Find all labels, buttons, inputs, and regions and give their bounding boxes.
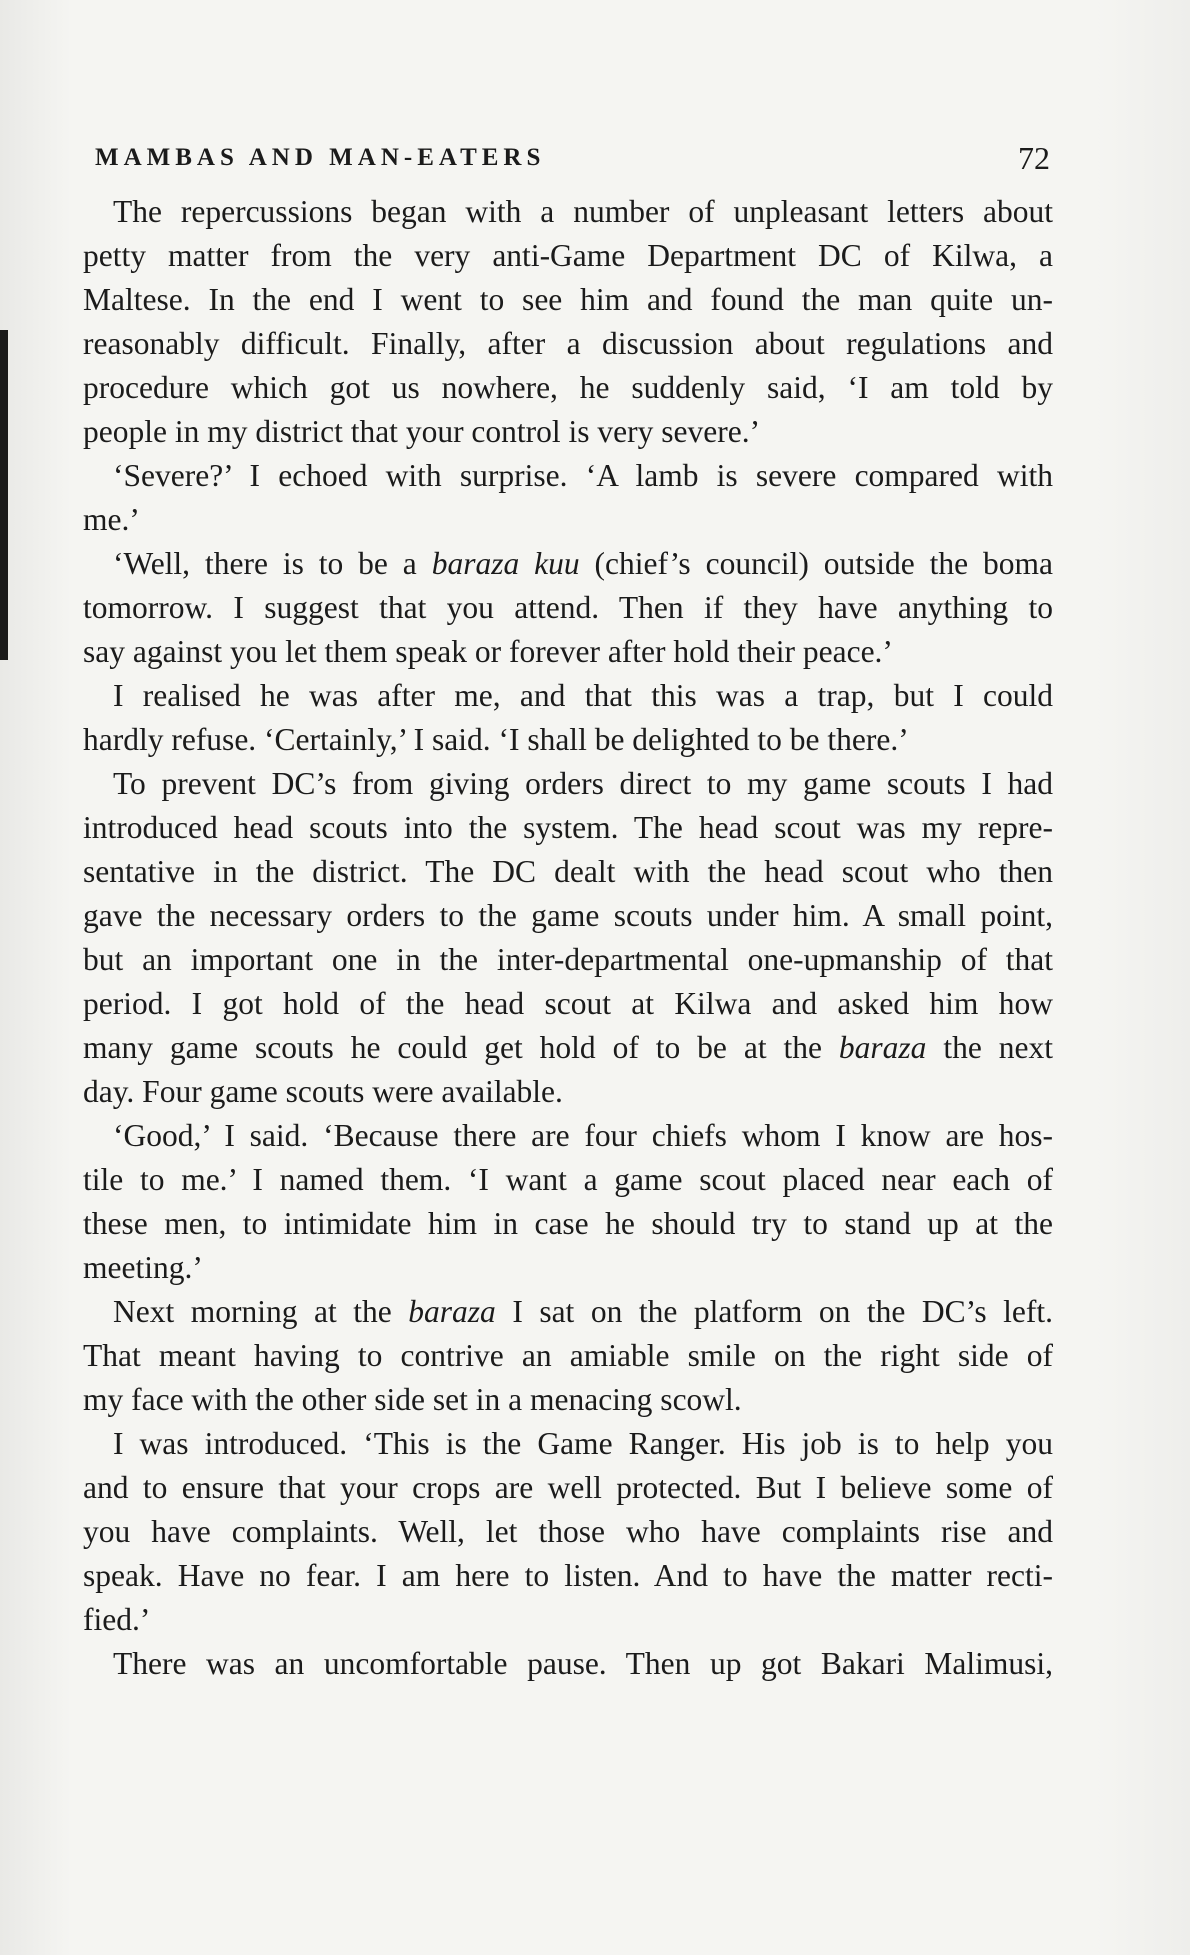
text-line: There was an uncomfortable pause. Then up got Bakari Malimusi, xyxy=(113,1646,1053,1681)
text-line: sentative in the district. The DC dealt with the head scout who then xyxy=(83,854,1053,889)
text-line: Next morning at the baraza I sat on the platform on the DC’s left. xyxy=(113,1294,1053,1329)
text-line: fied.’ xyxy=(83,1602,151,1637)
text-line: Maltese. In the end I went to see him and found the man quite un- xyxy=(83,282,1053,317)
text-line: ‘Severe?’ I echoed with surprise. ‘A lamb is severe compared with xyxy=(113,458,1053,493)
running-head: MAMBAS AND MAN-EATERS xyxy=(95,144,546,171)
text-line: hardly refuse. ‘Certainly,’ I said. ‘I shall be delighted to be there.’ xyxy=(83,722,909,757)
text-line: period. I got hold of the head scout at Kilwa and asked him how xyxy=(83,986,1053,1021)
text-line: you have complaints. Well, let those who have complaints rise and xyxy=(83,1514,1053,1549)
text-line: ‘Good,’ I said. ‘Because there are four chiefs whom I know are hos- xyxy=(113,1118,1053,1153)
text-line: gave the necessary orders to the game scouts under him. A small point, xyxy=(83,898,1053,933)
text-line: reasonably difficult. Finally, after a discussion about regulations and xyxy=(83,326,1053,361)
text-line: I realised he was after me, and that this was a trap, but I could xyxy=(113,678,1053,713)
text-line: That meant having to contrive an amiable smile on the right side of xyxy=(83,1338,1053,1373)
text-line: but an important one in the inter-departmental one-upmanship of that xyxy=(83,942,1053,977)
text-line: many game scouts he could get hold of to be at the baraza the next xyxy=(83,1030,1053,1065)
text-line: introduced head scouts into the system. The head scout was my repre- xyxy=(83,810,1053,845)
binding-shadow xyxy=(0,330,8,660)
text-line: these men, to intimidate him in case he should try to stand up at the xyxy=(83,1206,1053,1241)
text-line: my face with the other side set in a menacing scowl. xyxy=(83,1382,742,1417)
text-line: tomorrow. I suggest that you attend. Then if they have anything to xyxy=(83,590,1053,625)
text-line: people in my district that your control is very severe.’ xyxy=(83,414,761,449)
text-line: To prevent DC’s from giving orders direct to my game scouts I had xyxy=(113,766,1053,801)
text-line: say against you let them speak or forever after hold their peace.’ xyxy=(83,634,893,669)
text-line: ‘Well, there is to be a baraza kuu (chief’s council) outside the boma xyxy=(113,546,1053,581)
text-line: tile to me.’ I named them. ‘I want a game scout placed near each of xyxy=(83,1162,1053,1197)
text-line: meeting.’ xyxy=(83,1250,203,1285)
text-line: petty matter from the very anti-Game Department DC of Kilwa, a xyxy=(83,238,1053,273)
page-header xyxy=(95,140,1050,190)
page-number: 72 xyxy=(1018,140,1050,176)
text-line: and to ensure that your crops are well protected. But I believe some of xyxy=(83,1470,1053,1505)
text-line: speak. Have no fear. I am here to listen. And to have the matter recti- xyxy=(83,1558,1053,1593)
text-line: day. Four game scouts were available. xyxy=(83,1074,563,1109)
body-text xyxy=(83,190,1053,1686)
text-line: The repercussions began with a number of unpleasant letters about xyxy=(113,194,1053,229)
text-line: procedure which got us nowhere, he suddenly said, ‘I am told by xyxy=(83,370,1053,405)
text-line: me.’ xyxy=(83,502,140,537)
text-line: I was introduced. ‘This is the Game Ranger. His job is to help you xyxy=(113,1426,1053,1461)
